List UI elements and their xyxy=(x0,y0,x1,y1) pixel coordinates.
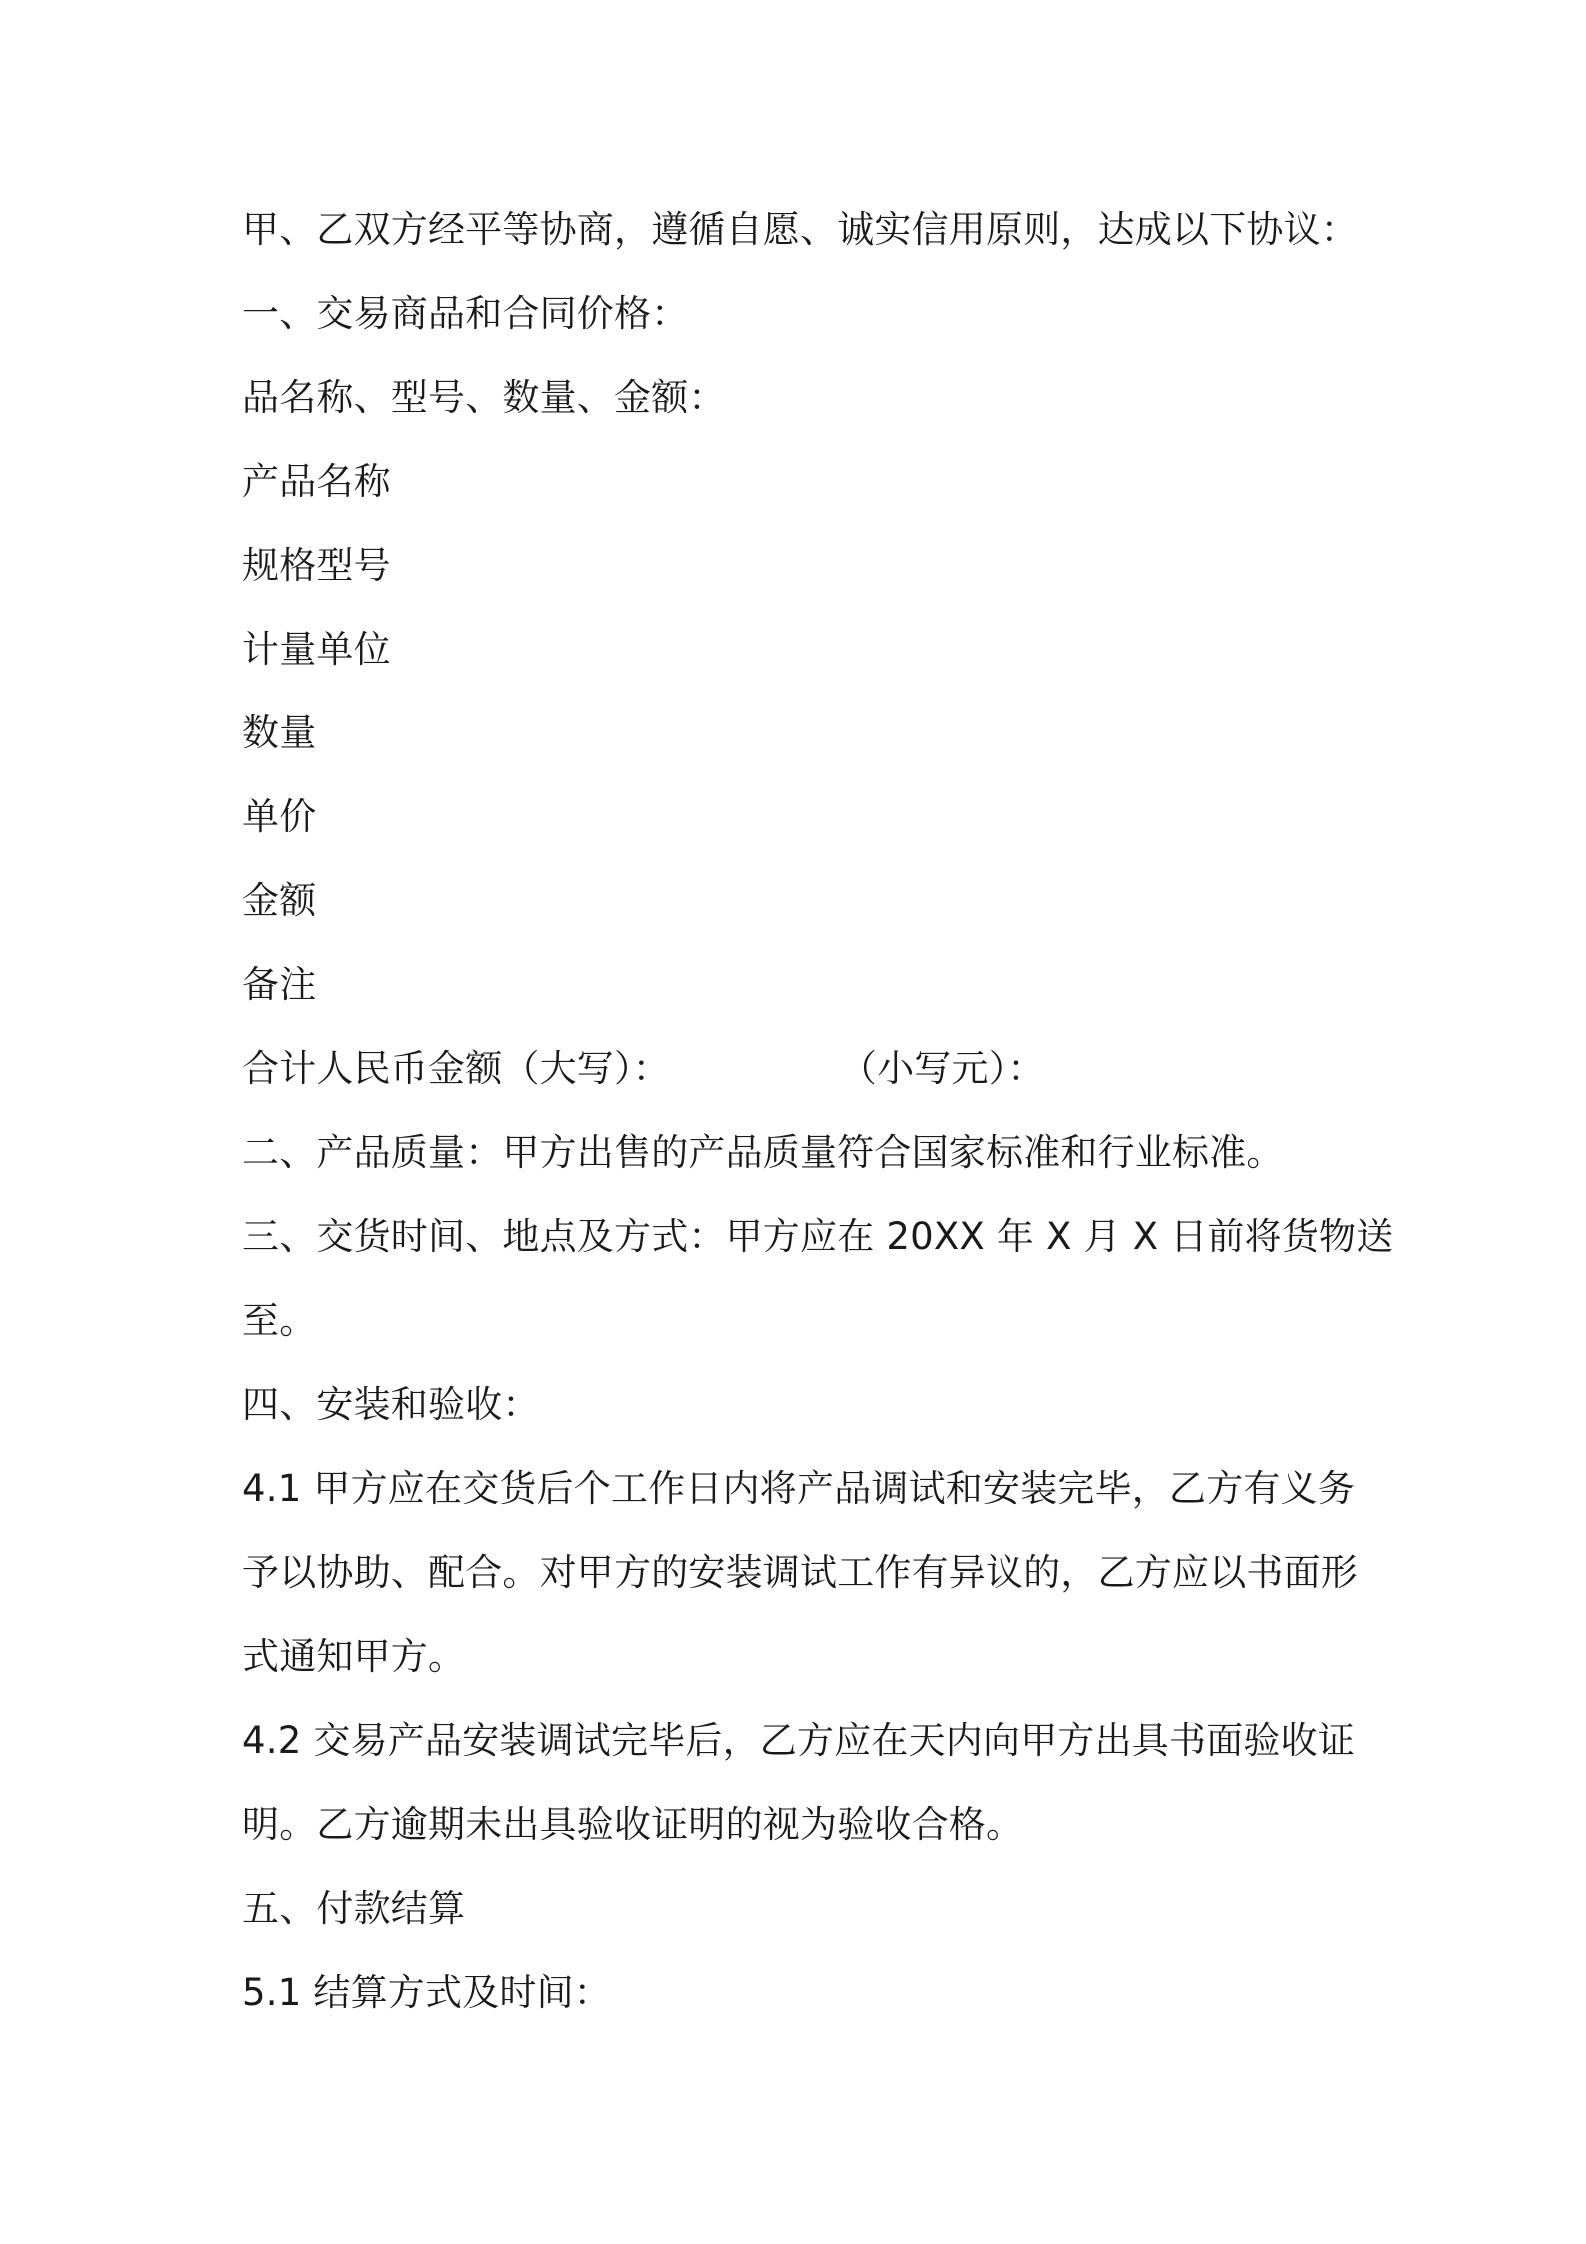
field-quantity: 数量 xyxy=(242,711,317,754)
section-1-heading: 一、交易商品和合同价格： xyxy=(242,292,689,335)
section-2-quality: 二、产品质量：甲方出售的产品质量符合国家标准和行业标准。 xyxy=(242,1131,1284,1174)
clause-4-1-line-3: 式通知甲方。 xyxy=(242,1635,466,1678)
clause-5-1: 5.1 结算方式及时间： xyxy=(242,1971,612,2014)
clause-4-2-line-1: 4.2 交易产品安装调试完毕后，乙方应在天内向甲方出具书面验收证 xyxy=(242,1719,1356,1762)
field-spec-model: 规格型号 xyxy=(242,544,391,587)
clause-4-1-line-2: 予以协助、配合。对甲方的安装调试工作有异议的，乙方应以书面形 xyxy=(242,1551,1358,1594)
section-5-heading: 五、付款结算 xyxy=(242,1887,466,1930)
field-amount: 金额 xyxy=(242,879,317,922)
clause-4-2-line-2: 明。乙方逾期未出具验收证明的视为验收合格。 xyxy=(242,1803,1024,1846)
section-3-line-1: 三、交货时间、地点及方式：甲方应在 20XX 年 X 月 X 日前将货物送 xyxy=(242,1215,1394,1258)
total-label-lower: （小写元）： xyxy=(839,1047,1045,1090)
section-4-heading: 四、安装和验收： xyxy=(242,1383,540,1426)
total-amount-line xyxy=(242,1047,1045,1091)
clause-4-1-line-1: 4.1 甲方应在交货后个工作日内将产品调试和安装完毕，乙方有义务 xyxy=(242,1467,1356,1510)
product-fields-label: 品名称、型号、数量、金额： xyxy=(242,376,726,419)
section-3-line-2: 至。 xyxy=(242,1299,317,1342)
field-product-name: 产品名称 xyxy=(242,460,391,503)
intro-paragraph: 甲、乙双方经平等协商，遵循自愿、诚实信用原则，达成以下协议： xyxy=(242,208,1358,251)
total-label-upper: 合计人民币金额（大写）： xyxy=(242,1047,670,1090)
field-unit: 计量单位 xyxy=(242,628,391,671)
field-unit-price: 单价 xyxy=(242,795,317,838)
field-remarks: 备注 xyxy=(242,963,317,1006)
